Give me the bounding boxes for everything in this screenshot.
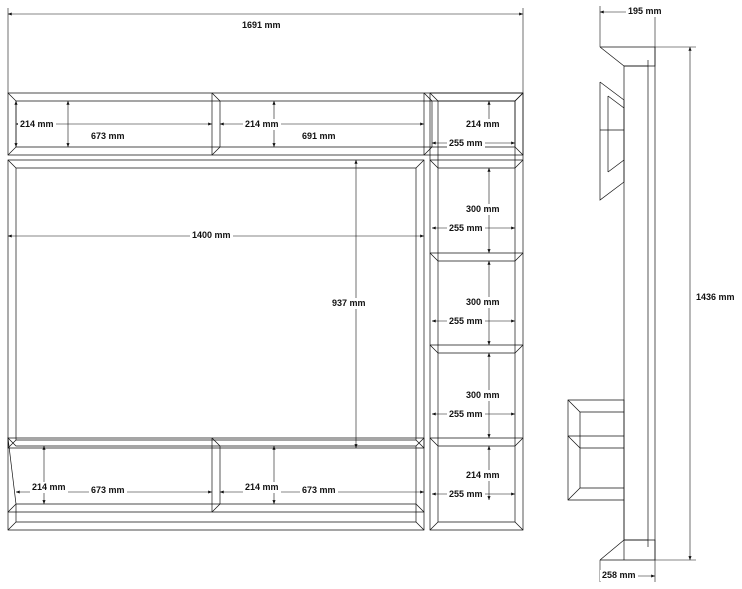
- dim-bottom-left-height: 214 mm: [32, 482, 66, 492]
- dim-col-3-width: 255 mm: [449, 409, 483, 419]
- dim-panel-height: 937 mm: [332, 298, 366, 308]
- dim-top-left-height: 214 mm: [20, 119, 54, 129]
- dim-col-3-height: 300 mm: [466, 390, 500, 400]
- dim-bottom-left-width: 673 mm: [91, 485, 125, 495]
- dim-top-left-width: 673 mm: [91, 131, 125, 141]
- dim-col-2-width: 255 mm: [449, 316, 483, 326]
- side-view-geometry: [568, 47, 655, 560]
- dim-top-right-height: 214 mm: [466, 119, 500, 129]
- dim-front-overall-width: 1691 mm: [242, 20, 281, 30]
- dim-top-mid-height: 214 mm: [245, 119, 279, 129]
- dim-side-overall-height: 1436 mm: [696, 292, 735, 302]
- dim-bottom-mid-width: 673 mm: [302, 485, 336, 495]
- dim-top-right-width: 255 mm: [449, 138, 483, 148]
- dim-side-top-depth: 195 mm: [628, 6, 662, 16]
- dim-col-1-height: 300 mm: [466, 204, 500, 214]
- dim-col-1-width: 255 mm: [449, 223, 483, 233]
- dim-col-4-height: 214 mm: [466, 470, 500, 480]
- front-view-geometry: [8, 93, 523, 530]
- dim-side-bottom-depth: 258 mm: [602, 570, 636, 580]
- dim-bottom-mid-height: 214 mm: [245, 482, 279, 492]
- dim-col-2-height: 300 mm: [466, 297, 500, 307]
- dim-col-4-width: 255 mm: [449, 489, 483, 499]
- dim-panel-width: 1400 mm: [192, 230, 231, 240]
- dim-top-mid-width: 691 mm: [302, 131, 336, 141]
